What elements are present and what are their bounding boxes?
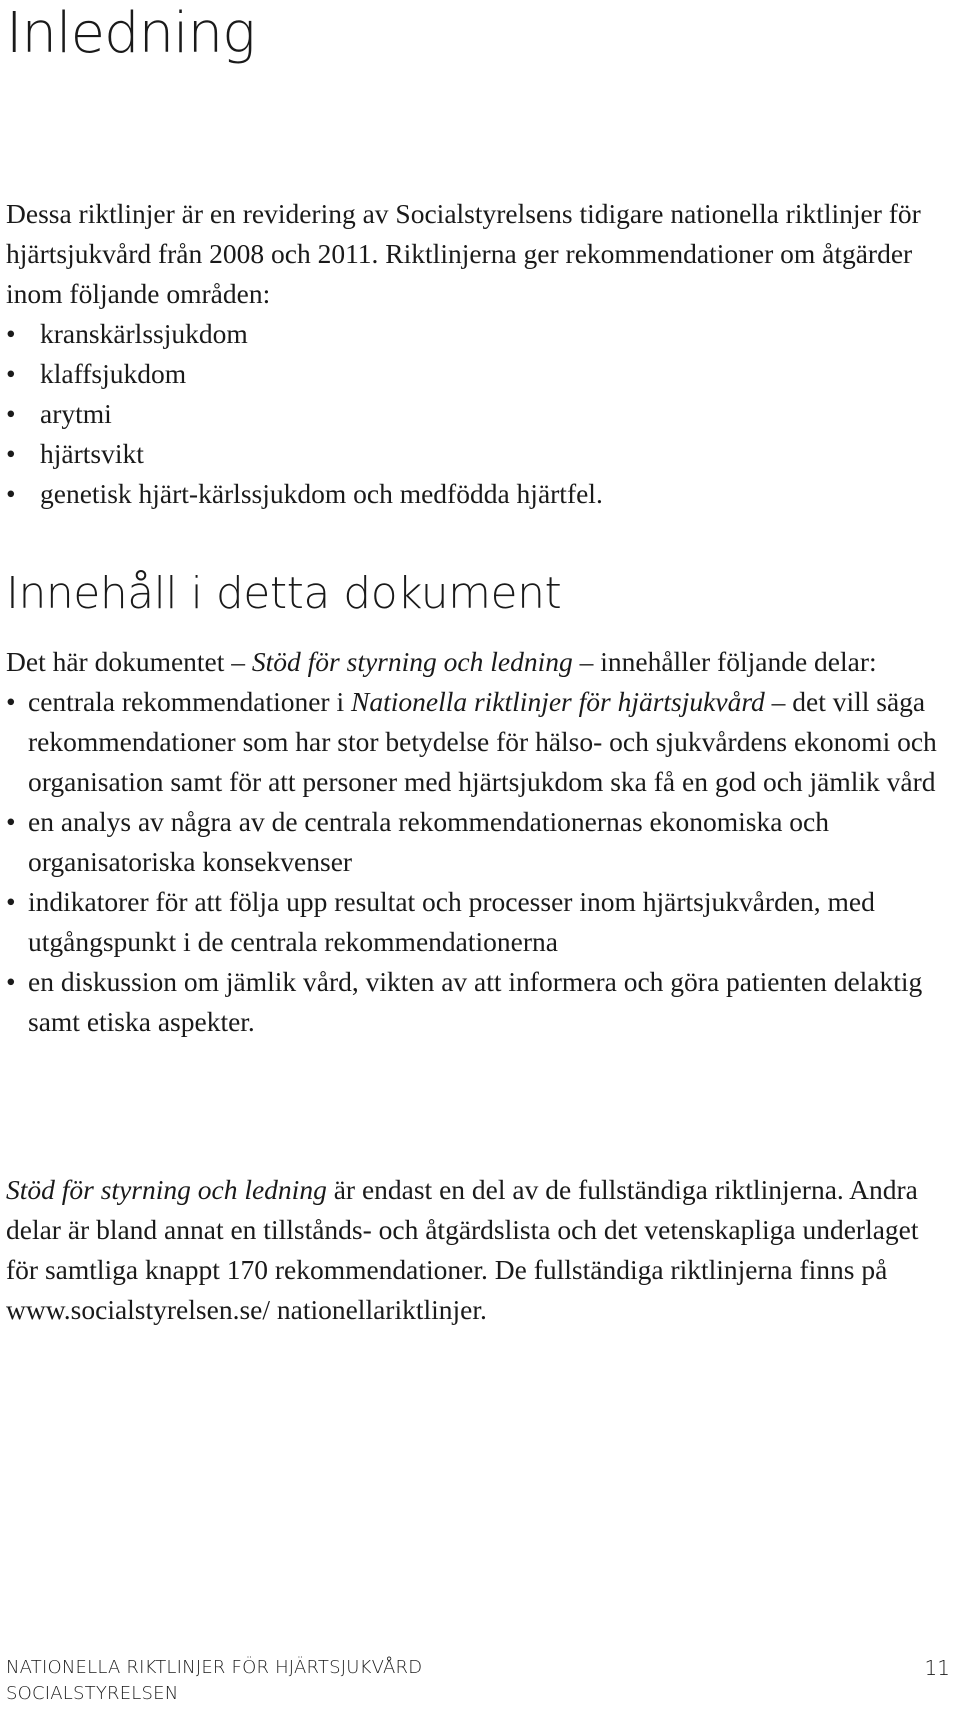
- bullet-icon: •: [6, 438, 16, 469]
- content-list: [6, 682, 950, 1042]
- bullet-icon: •: [6, 806, 16, 837]
- footer-publisher: SOCIALSTYRELSEN: [6, 1683, 179, 1704]
- bullet-icon: •: [6, 966, 16, 997]
- bullet-icon: •: [6, 358, 16, 389]
- bullet-icon: •: [6, 478, 16, 509]
- bullet-icon: •: [6, 318, 16, 349]
- intro-paragraph: Dessa riktlinjer är en revidering av Socialstyrelsens tidigare nationella riktlinjer för hjärtsjukvård från 2008 och 2011. Riktlinjerna ger rekommendationer om åtgärder inom följande områden:: [6, 198, 921, 309]
- list-item: • genetisk hjärt-kärlssjukdom och medfödda hjärtfel.: [6, 474, 950, 514]
- intro-list: [6, 314, 950, 514]
- page-title: Inledning: [6, 1, 255, 66]
- list-item: • en analys av några av de centrala rekommendationernas ekonomiska och organisatoriska konsekvenser: [6, 802, 950, 882]
- section-lead: Det här dokumentet – Stöd för styrning och ledning – innehåller följande delar:: [6, 646, 877, 677]
- content-block: [6, 642, 950, 1042]
- list-item: • arytmi: [6, 394, 950, 434]
- list-item: • hjärtsvikt: [6, 434, 950, 474]
- footer-publication-title: NATIONELLA RIKTLINJER FÖR HJÄRTSJUKVÅRD: [6, 1657, 423, 1678]
- bullet-icon: •: [6, 686, 16, 717]
- list-item: • indikatorer för att följa upp resultat och processer inom hjärtsjukvården, med utgångspunkt i de centrala rekommendationerna: [6, 882, 950, 962]
- list-item: • en diskussion om jämlik vård, vikten av att informera och göra patienten delaktig samt etiska aspekter.: [6, 962, 950, 1042]
- bullet-icon: •: [6, 886, 16, 917]
- closing-block: [6, 1170, 956, 1330]
- section-heading: Innehåll i detta dokument: [6, 568, 562, 619]
- list-item: • kranskärlssjukdom: [6, 314, 950, 354]
- list-item: • centrala rekommendationer i Nationella riktlinjer för hjärtsjukvård – det vill säga rekommendationer som har stor betydelse för hälso- och sjukvårdens ekonomi och organisation samt för att personer med hjärtsjukdom ska få en god och jämlik vård: [6, 682, 950, 802]
- closing-paragraph: Stöd för styrning och ledning är endast en del av de fullständiga riktlinjerna. Andra delar är bland annat en tillstånds- och åtgärdslista och det vetenskapliga underlaget för samtliga knappt 170 rekommendationer. De fullständiga riktlinjerna finns på www.socialstyrelsen.se/ nationellariktlinjer.: [6, 1174, 919, 1325]
- footer: [6, 1655, 422, 1707]
- list-item: • klaffsjukdom: [6, 354, 950, 394]
- intro-block: [6, 194, 950, 514]
- bullet-icon: •: [6, 398, 16, 429]
- page-number: 11: [924, 1656, 950, 1680]
